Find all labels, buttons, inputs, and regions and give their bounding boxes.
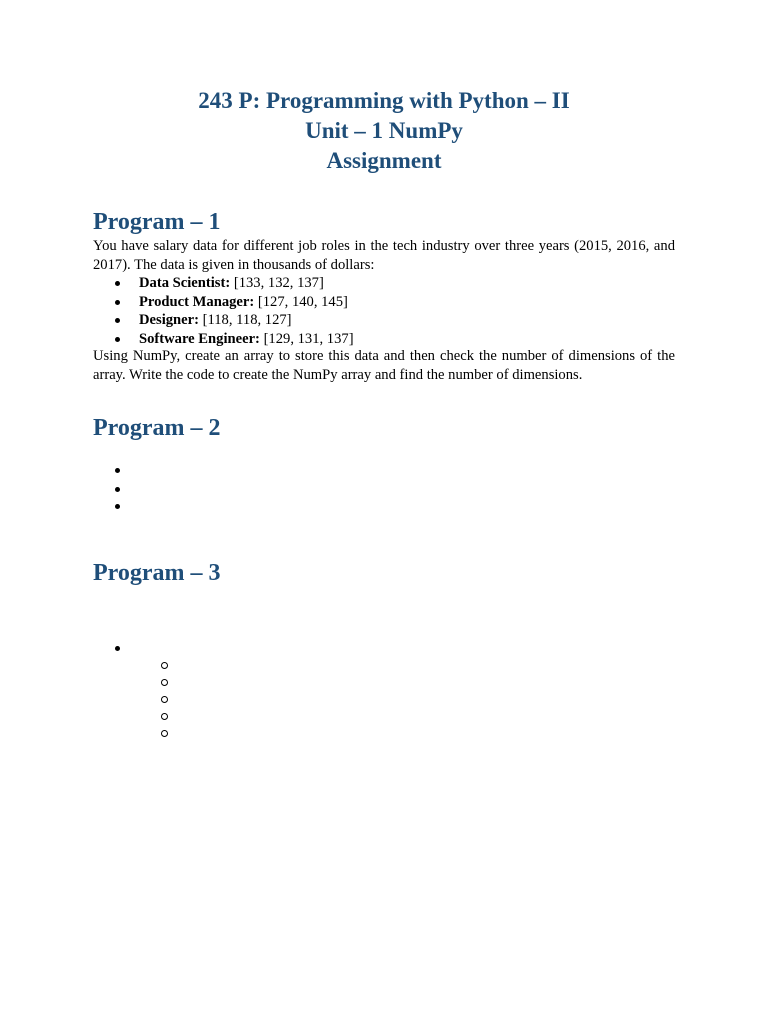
bullet-icon <box>115 281 120 286</box>
course-title: 243 P: Programming with Python – II <box>198 88 570 113</box>
program-3-heading: Program – 3 <box>93 560 221 586</box>
bullet-icon <box>115 337 120 342</box>
hollow-bullet-icon <box>161 713 168 720</box>
program-1-instruction: Using NumPy, create an array to store this data and then check the number of dimensions of the array. Write the code to create the NumPy array and find the number of dimensions. <box>93 348 675 383</box>
bullet-icon <box>115 318 120 323</box>
document-title <box>0 86 768 176</box>
list-item <box>93 274 354 293</box>
hollow-bullet-icon <box>161 730 168 737</box>
role-label: Product Manager: <box>139 293 255 310</box>
role-values: [118, 118, 127] <box>198 312 292 328</box>
bullet-icon <box>115 504 120 509</box>
program-1-salary-list <box>93 274 354 348</box>
bullet-icon <box>115 468 120 473</box>
list-item <box>93 707 183 724</box>
assignment-title: Assignment <box>326 148 442 173</box>
program-1-heading: Program – 1 <box>93 209 221 235</box>
list-item <box>93 461 139 480</box>
list-item <box>93 724 183 741</box>
program-1-intro: You have salary data for different job roles in the tech industry over three years (2015, 2016, and 2017). The data is given in thousands of dollars: <box>93 238 675 273</box>
bullet-icon <box>115 487 120 492</box>
hollow-bullet-icon <box>161 696 168 703</box>
program-3-list <box>93 639 139 658</box>
list-item <box>93 311 354 330</box>
list-item <box>93 690 183 707</box>
list-item <box>93 293 354 312</box>
role-label: Data Scientist: <box>139 275 231 291</box>
hollow-bullet-icon <box>161 679 168 686</box>
program-2-list <box>93 461 139 515</box>
unit-title: Unit – 1 NumPy <box>305 118 463 143</box>
hollow-bullet-icon <box>161 662 168 669</box>
role-values: [133, 132, 137] <box>230 275 324 291</box>
program-2-heading: Program – 2 <box>93 415 221 441</box>
role-values: [129, 131, 137] <box>259 330 354 347</box>
bullet-icon <box>115 300 120 305</box>
list-item <box>93 497 139 516</box>
list-item <box>93 480 139 497</box>
list-item <box>93 673 183 690</box>
role-values: [127, 140, 145] <box>254 293 348 310</box>
list-item <box>93 656 183 673</box>
program-3-sub-list <box>93 656 183 741</box>
bullet-icon <box>115 646 120 651</box>
role-label: Designer: <box>139 312 199 328</box>
list-item <box>93 330 354 349</box>
role-label: Software Engineer: <box>139 330 260 347</box>
list-item <box>93 639 139 658</box>
